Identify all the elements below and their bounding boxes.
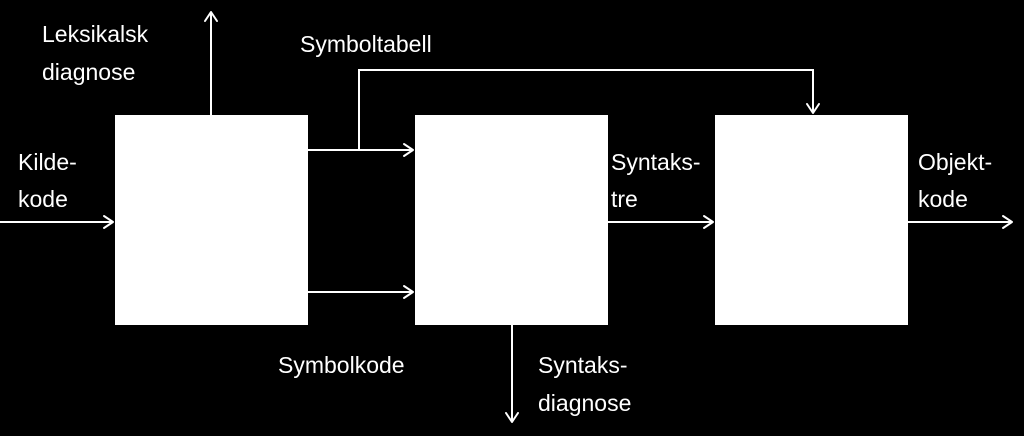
object-code-label-line2: kode — [918, 186, 968, 212]
symbol-table-label: Symboltabell — [300, 31, 432, 57]
lexical-diagnosis-label-line2: diagnose — [42, 59, 136, 85]
codegen-box — [715, 115, 908, 325]
syntax-diagnosis-label-line2: diagnose — [538, 390, 632, 416]
parser-box — [415, 115, 608, 325]
syntax-tree-arrow — [608, 216, 713, 228]
symbol-code-label: Symbolkode — [278, 352, 405, 378]
object-code-label-line1: Objekt- — [918, 149, 993, 175]
lexical-diagnosis-label-line1: Leksikalsk — [42, 21, 149, 47]
syntax-tree-label-line1: Syntaks- — [611, 149, 701, 175]
symbol-code-arrow — [308, 286, 413, 298]
syntax-diagnosis-arrow — [506, 325, 518, 422]
syntax-tree-label-line2: tre — [611, 186, 638, 212]
lexical-diagnosis-arrow — [205, 12, 217, 115]
source-code-label-line1: Kilde- — [18, 149, 77, 175]
source-code-label-line2: kode — [18, 186, 68, 212]
lexer-box — [115, 115, 308, 325]
object-code-arrow — [908, 216, 1012, 228]
source-code-arrow — [0, 216, 113, 228]
syntax-diagnosis-label-line1: Syntaks- — [538, 352, 628, 378]
